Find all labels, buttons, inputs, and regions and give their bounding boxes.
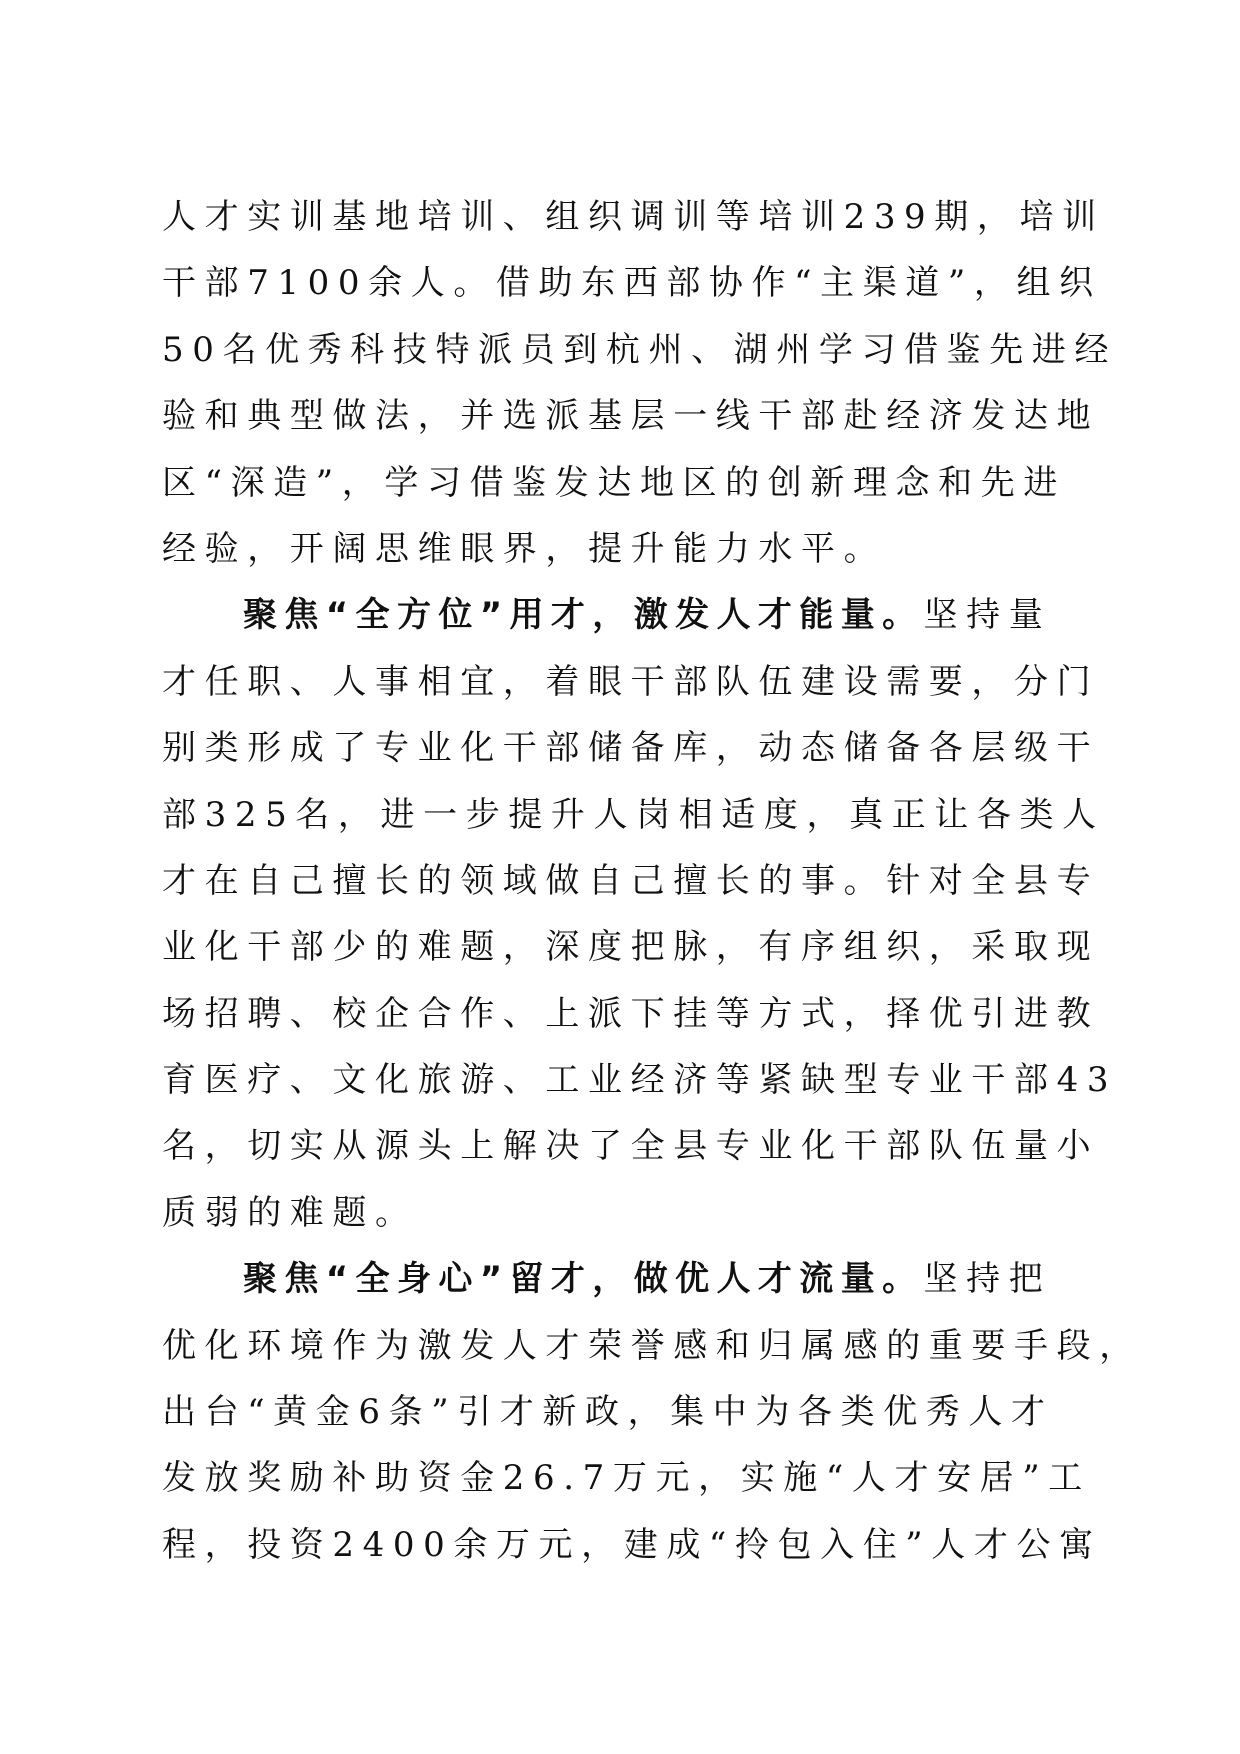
text-line: 坚持把: [923, 1259, 1052, 1300]
text-line: 验和典型做法，并选派基层一线干部赴经济发达地: [162, 396, 1100, 437]
section-heading: 聚焦“全方位”用才，激发人才能量。: [243, 595, 924, 636]
text-line: 50名优秀科技特派员到杭州、湖州学习借鉴先进经: [162, 329, 1118, 370]
text-line: 经验，开阔思维眼界，提升能力水平。: [162, 528, 887, 569]
text-line: 发放奖励补助资金26.7万元，实施“人才安居”工: [162, 1458, 1091, 1499]
paragraph-heading-line: [162, 1246, 1062, 1312]
section-heading: 聚焦“全身心”留才，做优人才流量。: [243, 1259, 924, 1300]
text-line: 优化环境作为激发人才荣誉感和归属感的重要手段，: [162, 1325, 1142, 1366]
body-text: [162, 184, 1142, 1578]
text-line: 才在自己擅长的领域做自己擅长的事。针对全县专: [162, 860, 1100, 901]
text-line: 区“深造”，学习借鉴发达地区的创新理念和先进: [162, 462, 1066, 503]
text-line: 坚持量: [923, 595, 1052, 636]
text-line: 程，投资2400余万元，建成“拎包入住”人才公寓: [162, 1524, 1102, 1565]
text-line: 名，切实从源头上解决了全县专业化干部队伍量小: [162, 1126, 1100, 1167]
text-line: 别类形成了专业化干部储备库，动态储备各层级干: [162, 728, 1100, 769]
text-line: 部325名，进一步提升人岗相适度，真正让各类人: [162, 794, 1105, 835]
paragraph-heading-line: [162, 582, 1062, 648]
text-line: 质弱的难题。: [162, 1192, 418, 1233]
text-line: 育医疗、文化旅游、工业经济等紧缺型专业干部43: [162, 1060, 1118, 1101]
text-line: 干部7100余人。借助东西部协作“主渠道”，组织: [162, 263, 1102, 304]
text-line: 业化干部少的难题，深度把脉，有序组织，采取现: [162, 927, 1100, 968]
text-line: 才任职、人事相宜，着眼干部队伍建设需要，分门: [162, 661, 1100, 702]
text-line: 人才实训基地培训、组织调训等培训239期，培训: [162, 197, 1105, 237]
text-line: 出台“黄金6条”引才新政，集中为各类优秀人才: [162, 1392, 1054, 1433]
text-line: 场招聘、校企合作、上派下挂等方式，择优引进教: [162, 993, 1100, 1034]
